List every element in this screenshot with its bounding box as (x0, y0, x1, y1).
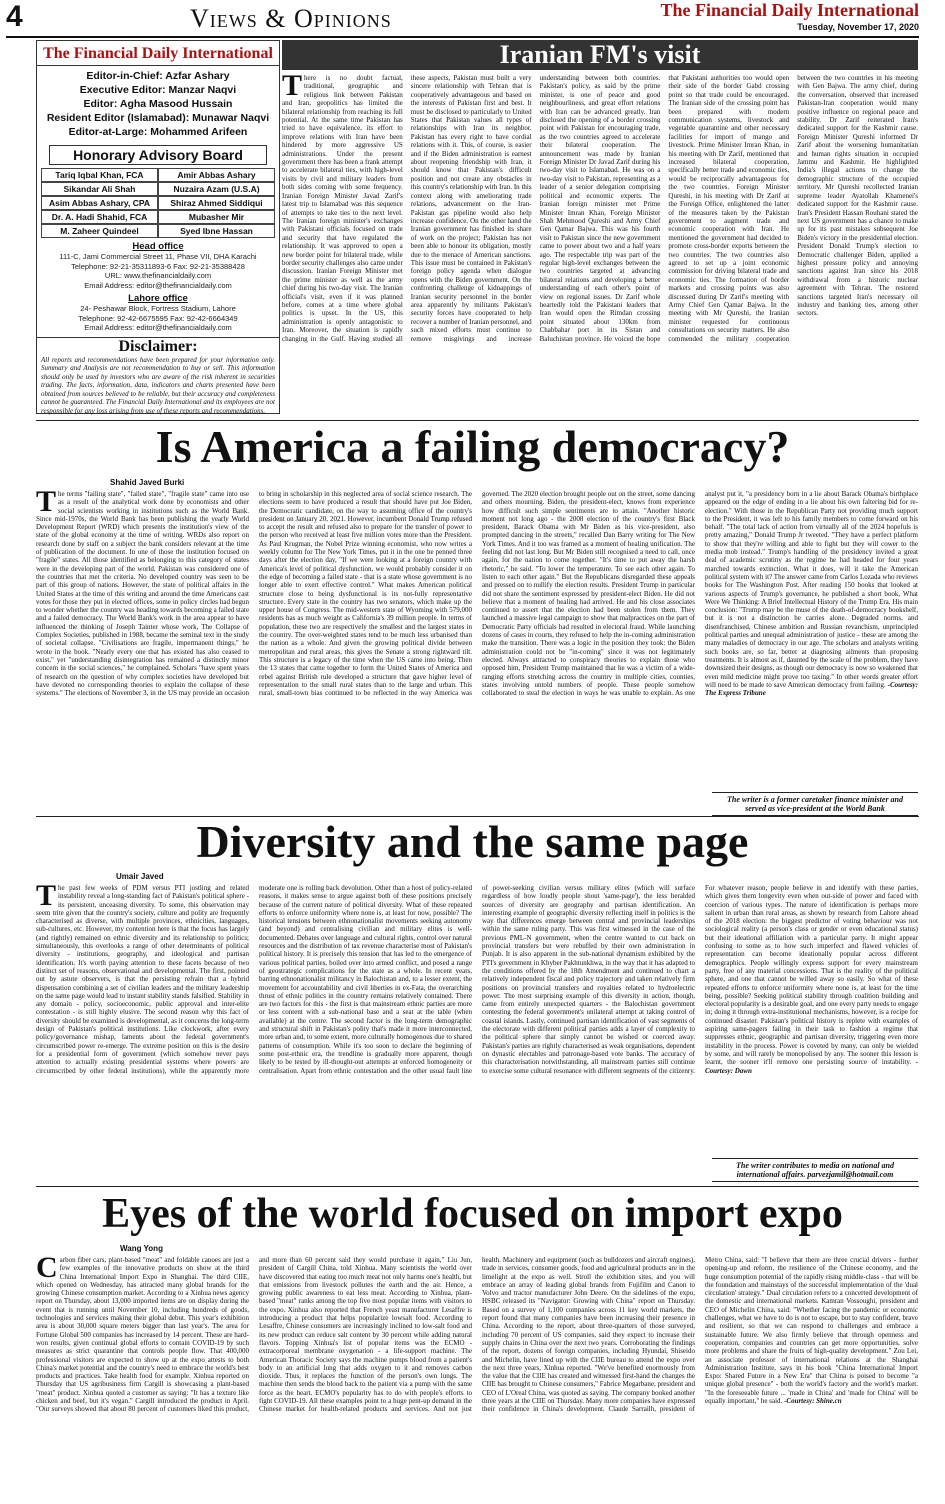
page-number: 4 (6, 0, 23, 33)
article-body (36, 884, 918, 1172)
phone-line: Telephone: 92-42-6675595 Fax: 92-42-6664349 (78, 313, 238, 323)
article-body (36, 490, 918, 802)
article-headline: Eyes of the world focused on import expo (102, 1191, 843, 1237)
email-line: Email Address: editor@thefinancialdaily.com (84, 323, 232, 332)
advisor-name: Shiraz Ahmed Siddiqui (158, 196, 275, 210)
article-credit: -Courtesy: Dawn (705, 1058, 918, 1075)
paper-name: The Financial Daily International (660, 0, 919, 20)
advisor-name: Asim Abbas Ashary, CPA (41, 196, 158, 210)
lahore-office-title: Lahore office (128, 293, 188, 304)
article-credit: -Courtesy: Shine.cn (784, 1397, 842, 1406)
author-note: The writer is a former caretaker finance minister and served as vice-president at the World Bank (712, 792, 918, 816)
lahore-office-address (37, 304, 279, 333)
editor-line: Editor-at-Large: Mohammed Arifeen (68, 126, 248, 138)
advisor-name: Syed Ibne Hassan (158, 224, 275, 238)
article-byline: Umair Javed (116, 872, 164, 881)
article-text: he past few weeks of PDM versus PTI jostling and related instability reveal a long-standing fact of Pakistan's political sphere - its persistent, unceasing diversity. To some, this observation may seem trite given that the country's society, culture and polity are frequently characterised as diverse, with multiple provinces, ethnicities, languages, sub-cultures, etc. However, my contention here is that the focus has largely (and rightly) remained on ethnic diversity and its relationship to politics; simultaneously, this overlooks a range of other determinants of political diversity - institutions, geography, and ideological and partisan identification. It's worth paying attention to these facets because of two distinct set of reasons, observational and developmental. The first, pointed out by astute observers, is that the persisting refrain that a hybrid dispensation combining a set of civilian leaders and the military leadership on the same page would lead to instant stability stands falsified. Stability in any domain - policy, socioeconomic, public approval and inter-elite contestation - is still highly elusive. The second reason why this fact of diversity should be examined is developmental, as it concerns the long-term design of Pakistan's political institutions. Like clockwork, after every policy/governance mishap, laments about the federal government's circumscribed power re-emerge. The extreme position on this is the desire for a presidential form of government (which somehow never pays attention to actually existing presidential systems where powers are circumscribed by other federal institutions), while the apparently more moderate one is rolling back devolution. Other than a host of policy-related reasons, it makes sense to argue against both of these positions precisely because of the current nature of political diversity. What of these repeated efforts to enforce uniformity where none is, at least for now, possible? The historical tensions between ethnonationalist movements seeking autonomy (and beyond) and centralising civilian and military elites is well-documented. Debates over language and cultural rights, control over natural resources and the distribution of tax revenue characterise most of Pakistan's political history. It is precisely this tension that has led to the emergence of various political parties, boiled over into armed conflict, and posed a range of geostrategic complications for the state as a whole. In recent years, barring ethnonationalist militancy in Balochistan and, to a lesser extent, the movement for accountability and civil liberties in ex-Fata, the overarching thrust of ethnic politics in the country remains relatively contained. There are two factors for this - the first is that mainstream ethnic parties are more or less content with a sub-national base and a seat at the table (when available) at the centre. The second factor is the long-term demographic and structural shift in Pakistan's polity that's made it more interconnected, more urban and, to some extent, more culturally homogenous due to shared patterns of consumption. While it's too soon to declare the beginning of some post-ethnic era, the trendline is gradually more apparent, though likely to be tested by ill-thought-out attempts at enforced homogeneity or centralisation. Apart from ethnic contestation and the other usual fault line of power-seeking civilian versus military elites (which will surface regardless of how loudly people shout 'same-page'), the less heralded sources of diversity are geography and partisan identification. An interesting example of geographic diversity reflecting itself in politics is the way that differences emerge between central and provincial leaderships within the same ruling party. This was first witnessed in the case of the previous PML-N government, when the centre wanted to cut back on provincial transfers but were rebuffed by their own administration in Punjab. It is also apparent in the sub-national dynamism exhibited by the PTI's government in Khyber Pakhtunkhwa, in the way that it has adapted to the conditions offered by the 18th Amendment and continued to chart a relatively independent fiscal and policy trajectory and taken relatively firm positions on provincial transfers and royalties related to hydroelectric power. The most surprising example of this diversity in action, though, came from entirely unexpected quarters - the Balochistan government contesting the federal government's unilateral attempt at taking control of coastal islands. Lastly, continued partisan identification of vast segments of the electorate with different political parties adds a layer of complexity to the political sphere that simply cannot be wished or coerced away. Pakistan's parties are rightly characterised as weak organisations, dependent on dynastic electables and patronage-based vote banks. The accuracy of this characterisation notwithstanding, all mainstream parties still continue to exercise some cultural resonance with different segments of the citizenry. For whatever reason, people believe in and identify with these parties, which gives them longevity even when out-side of power and faced with coercion of various types. The nature of identification is perhaps more salient in urban than rural areas, as shown by research from Lahore ahead of the 2018 election: the biggest predictor of voting behaviour was not sociological reality (a person's class or gender or even educational status) but their ideational affiliation with a particular party. It might appear confusing to some as to how such imperfect and flawed vehicles of representation can become ideationally popular across different demographics. People willingly express support for every mainstream party, free of any material concessions. That is the reality of the political sphere, and one that cannot be willed away so easily. So what of these repeated efforts to enforce uniformity where none is, at least for the time being, possible? Seeking political stability through coalition building and electoral popularity is a desirable goal, and one every party needs to engage in; doing it through extra-institutional mechanisms, however, is a recipe for continued disaster. Pakistan's political history is replete with examples of aspiring same-pagers failing in their task to fashion a regime that suppresses ethnic, geographic and partisan diversity, triggering even more instability in the process. Power is coveted by many, can only be wielded by some, and will rarely be monopolised by any. The sooner this lesson is learnt, the sooner it'll remove one persisting source of instability. (36, 884, 918, 1075)
phone-line: Telephone: 92-21-35311893-6 Fax: 92-21-35388428 (71, 261, 245, 271)
drop-cap: T (282, 74, 303, 102)
address-line: 24- Peshawar Block, Fortress Stadium, Lahore (80, 304, 236, 313)
head-office-title: Head office (132, 241, 184, 252)
header-rule (6, 36, 919, 38)
masthead-paper-name: The Financial Daily International (37, 41, 279, 66)
advisor-name: Sikandar Ali Shah (41, 182, 158, 196)
editor-line: Editor: Agha Masood Hussain (83, 98, 233, 110)
editorial-text: here is no doubt factual, traditional, geographic and religious link between Pakistan and Iran, geopolitics has limited the bilateral relationship from reaching its full potential. At the same time Pakistan has tried to have equivalence, its effort to improve relations with Iran have been hindered by more aggressive US administrations. Under the present government there has been a frank attempt to accelerate bilateral ties, with high-level visits by civil and military leaders from both sides coming with some frequency. Iranian Foreign Minister Javad Zarif's latest trip to Islamabad was this sequence of attempts to take ties to the next level. The Iranian foreign minister's exchanges with Pakistani officials focused on trade and security that have regulated the relationship. It was approved to open a new border point for bilateral trade, while border security challenges also came under discussion. Iranian Foreign Minister met the prime minister as well as the army chief during his two-day visit. The Iranian official's visit, even if it was planned before, comes at a time where global politics is upset. In the US, this administration is openly antagonistic to Iran. Moreover, the situation is rapidly changing in the Gulf. Having studied all these aspects, Pakistan must built a very sincere relationship with Tehran that is cooperatively advantageous and based on the interests of Pakistan first and best. It must be disclosed to particularly to United States that Pakistan values all types of relationships with Iran its neighbor. Pakistan has every right to have cordial relations with it. This, of course, is easier and if the Biden administration is earnest about reopening friendship with Iran, it should know that Pakistan's difficult position and not create any obstacles in this country's relationship with Iran. In this context along with ameliorating trade relations, advancement on the Iran-Pakistan gas pipeline would also help increase confidence. On the other hand the Iranian government has finished its share of work on the project; Pakistan has not been able to honour its obligation, mostly due to the menace of American sanctions. This issue must be contained in Pakistan's foreign policy agenda when dialogue opens with the Biden government. On the confronting challenge of kidnappings of Iranian security personnel in the border area apparently by militants Pakistan's security forces have cooperated to help recover a number of Iranian personnel, and such mixed efforts must continue to remove misgivings and increase understanding between both countries. Pakistan's policy, as said by the prime minister, is one of peace and good neighbourliness, and great effort relations with Iran can be advanced greatly. Iran disclosed the opening of a border crossing point with Pakistan for encouraging trade, as the two countries agreed to accelerate their bilateral cooperation. The announcement was made by Iranian Foreign Minister Dr Javad Zarif during his two-day visit to Islamabad. He was on a two-day visit to Pakistan, representing as a leader of a senior delegation comprising political and economic experts. The Iranian foreign minister met Prime Minister Imran Khan, Foreign Minister Shah Mehmood Qureshi and Army Chief Gen Qamar Bajwa. This was his fourth visit to Pakistan since the new government came to power about two and a half years ago. The respectable trip was part of the regular high-level exchanges between the two countries targeted at advancing bilateral relations and developing a better understanding of each other's point of view on regional issues. Dr Zarif whole heartedly told the Pakistani leaders that Iran would open the Rimdan crossing point situated about 130km from Chabbahar port in its Sistan and Baluchistan province. He voiced the hope that Pakistani authorities too would open their side of the border Gabd crossing point so that trade could be encouraged. The Iranian side of the crossing point has been prepared with modern communication systems, livestock and vegetable quarantine and other necessary facilities for import of mango and livestock. Prime Minister Imran Khan, in his meeting with Dr Zarif, mentioned that increased bilateral cooperation, specifically better trade and economic ties, would be reciprocally advantageous for the two countries. Foreign Minister Qureshi, in his meeting with Dr Zarif at the Foreign Office, enlightened the latter of the measures taken by the Pakistan government to augment trade and economic cooperation with Iran. He mentioned the government had decided to promote cross-border exports between the two countries. The two countries also agreed to set up a joint economic commission for driving bilateral trade and economic ties. The formation of border markets and crossing points was also discussed during Dr Zarif's meeting with Army Chief Gen Qamar Bajwa. In the meeting with Mr Qureshi, the Iranian minister requested for continuous consultations on security matters. He also commended the military cooperation between the two countries in his meeting with Gen Bajwa. The army chief, during the conversation, observed that increased Pakistan-Iran cooperation would many positive influence on regional peace and stability. Dr Zarif reiterated Iran's dedicated support for the Kashmir cause. Foreign Minister Qureshi informed Dr Zarif about the worsening humanitarian and human rights situation in occupied Jammu and Kashmir. He highlighted India's illegal actions to change the demographic structure of the occupied territory. Mr Qureshi recollected Iranian supreme leader Ayatollah Khamenei's dedicated support for the Kashmir cause. Iran's President Hassan Rouhani stated the next US government has a chance to make up for its past mistakes subsequent Joe Biden's victory in the presidential election. President Donald Trump's election to Democratic challenger Biden, applied a highest pressure policy and annoying sanctions against Iran since his 2018 withdrawal from a historic nuclear agreement with Tehran. The restored sanctions targeted Iran's necessary oil industry and banking ties, among other sectors. (282, 74, 918, 343)
article-body (36, 1256, 918, 1500)
address-line: 111-C, Jami Commercial Street 11, Phase VII, DHA Karachi (59, 252, 257, 261)
editor-line: Editor-in-Chief: Azfar Ashary (86, 70, 230, 82)
advisor-name: Nuzaira Azam (U.S.A) (158, 182, 275, 196)
editors-list (37, 66, 279, 142)
disclaimer-title: Disclaimer: (37, 337, 279, 356)
editorial-body (282, 74, 918, 414)
section-title: Views & Opinions (190, 4, 392, 33)
editorial-title: Iranian FM's visit (282, 40, 918, 70)
author-note: The writer contributes to media on national and international affairs. parvezjamil@hotmail.com (712, 1158, 918, 1182)
article-byline: Wang Yong (120, 1244, 163, 1253)
advisor-name: Dr. A. Hadi Shahid, FCA (41, 210, 158, 224)
masthead-box (36, 40, 280, 414)
advisor-name: Amir Abbas Ashary (158, 168, 275, 182)
editor-line: Executive Editor: Manzar Naqvi (79, 84, 237, 96)
advisor-name: Mubasher Mir (158, 210, 275, 224)
article-text: he terms "failing state", "failed state", "fragile state" came into use as a result of the analytical work done by economists and other social scientists working in institutions such as the World Bank. Since mid-1970s, the World Bank has been publishing the yearly World Development Report (WRD) which presents the institution's view of the state of the global economy at the time of writing. WRDs also report on research done by staff on a subject the bank considers relevant at the time of publication of the document. In one of those the institution focused on "fragile" states. All those identified as belonging to this category of states were in the developing part of the world. Pakistan was considered one of the countries that met the criteria. No developed country was seen to be part of this group of nations. However, the state of political affairs in the United States at the time of this writing and around the time Americans cast votes for those they put in elected offices, some in policy circles had begun to wonder whether the country was heading towards becoming a failed state and a failed democracy. The World Bank's work in the area appear to have influenced the thinking of Joseph Tainter whose work, The Collapse of Complex Societies, published in 1988, became the seminal text in the study of societal collapse. "Civilisations are fragile, impermanent things," he wrote in the book. "Nearly every one that has existed has also ceased to exist," yet "understanding disintegration has remained a distinctly minor concern in the social sciences," he complained. Scholars "have spent years of research on the question of why complex societies have developed but have devoted no corresponding theories to explain the collapse of these systems." The elections of November 3, in the US may provide an occasion to bring in scholarship in this neglected area of social science research. The elections seem to have produced a result that should have put Joe Biden, the Democratic candidate, on the way to assuming office of the country's president on January 20, 2021. However, incumbent Donald Trump refused to accept the result and refused also to prepare for the transfer of power to the person who received at least five million votes more than the President. As Paul Krugman, the Nobel Prize winning economist, who now writes a weekly column for The New York Times, put it in the one he penned three days after the election day, "If we were looking at a foreign country with America's level of political dysfunction, we would probably consider it on the edge of becoming a failed state - that is a state whose government is no longer able to exert effective control." What makes American political structure close to being dysfunctional is its not-fully representative structure. Every state in the country has two senators, which make up the upper house of Congress. The mid-western state of Wyoming with 579,000 residents has as much weight as California's 39 million people. In terms of population, these two are respectively the smallest and the largest states in the country. The over-weighted states tend to be much less urbanised than the nation as a whole. And given the growing political divide between metropolitan and rural areas, this gives the Senate a strong rightward tilt. This structure is a legacy of the time when the US came into being. Then the 13 states that came together to form the United States of America and rebel against British rule developed a structure that gave higher level of representation to the small rural states than to the large and urban. This rural, small-town bias continued to be reflected in the way America was governed. The 2020 election brought people out on the street, some dancing and others mourning. Biden, the president-elect, knows from experience how difficult such simple sentiments are to attain. "Another historic moment not long ago - the 2008 election of the country's first Black president, Barack Obama with Mr Biden as his vice-president, also prompted dancing in the streets," recalled Dan Barry writing for The New York Times. And it too was framed as a moment of healing unification. The feeling did not last long. But Mr Biden still recognised a need to call, once again, for the nation to come together. "It's time to put away the harsh rhetoric," he said. "To lower the temperature. To see each other again. To listen to each other again." But the Republicans disregarded these appeals and pressed on to nullify the election results. President Trump in particular did not share the sentiment expressed by president-elect Biden. He did not believe that a moment of healing had arrived. He and his close associates continued to assert that the election had been stolen from them. They launched a massive legal campaign to show that malpractices on the part of Democratic Party officials had resulted in electoral fraud. While launching dozens of cases in courts, they refused to help the in-coming administration make the transition. There was a logic in the position they took: the Biden administration could not be "in-coming" since it was not legitimately elected. Always attracted to conspiracy theories to explain those who opposed him, President Trump maintained that he was a victim of a wide-ranging efforts stretching across the country in multiple cities, counties, states involving untold numbers of people. These people somehow collaborated to steal the election in ways he was unable to explain. As one analyst put it, "a presidency born in a lie about Barack Obama's birthplace appeared on the edge of ending in a lie about his own faltering bid for re-election." With those in the Republican Party not providing much support to the President, it was left to his family members to come forward on his behalf. "The total lack of action from virtually all of the 2024 hopefuls is pretty amazing," Donald Trump Jr tweeted. "They have a perfect platform to show that they're willing and able to fight but they will cower to the media mob instead." Trump's handling of the presidency invited a great deal of academic scrutiny as the regime he had headed for four years marched towards extinction. What it does, will it take the American political system with it? The answer came from Carlos Lozada who reviews books for The Washington Post. After reading 150 books that looked at various aspects of Trump's governance, he published a short book, What Were We Thinking: A Brief Intellectual History of the Trump Era. His main conclusion: "Trump may be the muse of the death-of-democracy bookshelf, but it is not a distinction he carries alone. Degraded norms, and disenfranchised, Chinese ambition and Russian revanchism, unprincipled political parties and unequal administration of justice - these are among the many maladies of democracy in our age. The scholars and analysts writing such books are, so far, better at diagnosing ailments than proposing treatments. It is almost as if, daunted by the scale of the problem, they have downsized their designs, as though our democracy is now so weakened that even mild medicine might prove too taxing." In other words greater effort will need to be made to save American democracy from failing. (36, 490, 918, 698)
url-line: URL: www.thefinancialdaily.com (104, 271, 212, 280)
advisory-board-grid (41, 168, 275, 238)
section-divider (36, 1186, 919, 1187)
advisory-board-title: Honorary Advisory Board (49, 145, 267, 165)
disclaimer-text: All reports and recommendations have been prepared for your information only. Summary and Analysis are not recommendation to buy or sell. This information should only be used by investors who are aware of the risk inherent in securities trading. The facts, information, data, indicators and charts presented have been obtained from sources believed to be reliable, but their accuracy and completeness cannot be guaranteed. The Financial Daily International and its employees are not responsible for any loss arising from use of these reports and recommendations. (41, 355, 275, 415)
article-credit: -Courtesy: The Express Tribune (705, 680, 918, 698)
issue-date: Tuesday, November 17, 2020 (797, 22, 919, 32)
article-byline: Shahid Javed Burki (110, 478, 185, 487)
drop-cap: T (36, 884, 57, 912)
email-line: Email Address: editor@thefinancialdaily.com (84, 280, 232, 290)
drop-cap: C (36, 1256, 58, 1284)
article-headline: Diversity and the same page (196, 816, 749, 867)
editor-line: Resident Editor (Islamabad): Munawar Naqvi (46, 112, 270, 124)
article-headline: Is America a failing democracy? (155, 421, 790, 472)
article-text: arbon fiber cars, plant-based "meat" and foldable canoes are just a few examples of the innovative products on show at the third China International Import Expo in Shanghai. The third CIIE, which opened on Wednesday, has attracted many global brands for the growing Chinese consumption market. According to a Xinhua news agency report on Thursday, about 13,000 imported items are on display during the event that is running until November 10, including hundreds of goods, technologies and services making their global debut. This year's exhibition area is about 30,000 square meters bigger than last year's. The area for Fortune Global 500 companies has increased by 14 percent. These are hard-won results, given continual global efforts to contain COVID-19 by such measures as strict quarantine that controls people flow. That 400,000 professional visitors are expected to show up at the expo attests to both China's market potential and the country's need to embrace the world's best products and practices. Take health food for example. Xinhua reported on Thursday that US agribusiness firm Cargill is showcasing a plant-based "meat" product. Xinhua quoted a customer as saying: "It has a texture like chicken and beef, but it's vegan." Cargill introduced the product in April. "Our surveys showed that about 80 percent of customers liked this product, and more than 60 percent said they would purchase it again," Liu Jun, president of Cargill China, told Xinhua. Many scientists the world over have discovered that eating too much meat not only harms one's health, but that emissions from livestock pollutes the earth and the air. Hence, a growing public awareness to eat less meat. According to Xinhua, plant-based "meat" ranks among the top five most popular items with visitors to the expo. Xinhua also reported that French yeast manufacturer Lesaffre is introducing a product that helps popularize lowsalt food. According to Lesaffre, Chinese consumers are increasingly inclined to low-salt food and its new product can reduce salt content by 30 percent while adding natural flavors. Topping Xinhua's list of popular items was the ECMO - extracorporeal membrane oxygenation - a life-support machine. The American Thoracic Society says the machine pumps blood from a patient's body to an artificial lung that adds oxygen to it and removes carbon dioxide. Thus, it replaces the function of the person's own lungs. The machine then sends the blood back to the patient via a pump with the same force as the heart. ECMO's popularity has to do with people's efforts to fight COVID-19. All these examples point to a huge pent-up demand in the Chinese market for health-related products and services. And not just health. Machinery and equipment (such as bulldozers and aircraft engines), trade in services, consumer goods, food and agricultural products are in the limelight at the expo as well. Stroll the exhibition sites, and you will embrace an array of leading global brands from Fujifilm and Canon to Volvo and tractor manufacturer John Deere. On the sidelines of the expo, HSBC released its "Navigator: Growing with China" report on Thursday. Based on a survey of 1,100 companies across 11 key world markets, the report found that many companies have been increasing their presence in China. According to the report, about three-quarters of those surveyed, including 70 percent of US companies, said they expect to increase their supply chains in China over the next two years. Corroborating the findings of the report, dozens of foreign companies, including Hyundai, Shiseido and Michelin, have lined up with the CIIE bureau to attend the expo over the next three years, Xinhua reported. "We've benefited enormously from the value that the CIIE has created and witnessed first-hand the changes the CIIE has brought to Chinese consumers," Fabrice Megarbane, president and CEO of L'Oreal China, was quoted as saying. The company booked another three years at the CIIE on Thursday. Many more companies have expressed their confidence in China's development. Claude Sarrailh, president of Metro China, said: "I believe that there are three crucial drivers - further opening-up and reform, the resilience of the Chinese economy, and the huge consumption potential of the rapidly rising middle-class - that will be the foundation and mainstays of the successful implementation of the 'dual circulation' strategy." Dual circulation refers to a concerted development of the domestic and international markets. Kamran Vossoughi, president and CEO of Michelin China, said: "Whether facing the pandemic or economic challenges, what we have to do is not to escape, but to stay confident, brave and resilient, so that we can respond to challenges and embrace a sustainable future. We also firmly believe that through openness and cooperation, companies and countries can get more opportunities, solve more problems and share the fruits of high-quality development." Zou Lei, an associate professor of international relations at the Shanghai Administration Institute, says in his book "China International Import Expo: Shared Future in a New Era" that China is poised to become "a unique global presence" - both the world's factory and the world's market. "In the foreseeable future ... 'made in China' and 'made for China' will be equally important," he said. (36, 1256, 918, 1414)
advisor-name: Tariq Iqbal Khan, FCA (41, 168, 158, 182)
drop-cap: T (36, 490, 57, 518)
advisor-name: M. Zaheer Quindeel (41, 224, 158, 238)
head-office-address (37, 252, 279, 290)
